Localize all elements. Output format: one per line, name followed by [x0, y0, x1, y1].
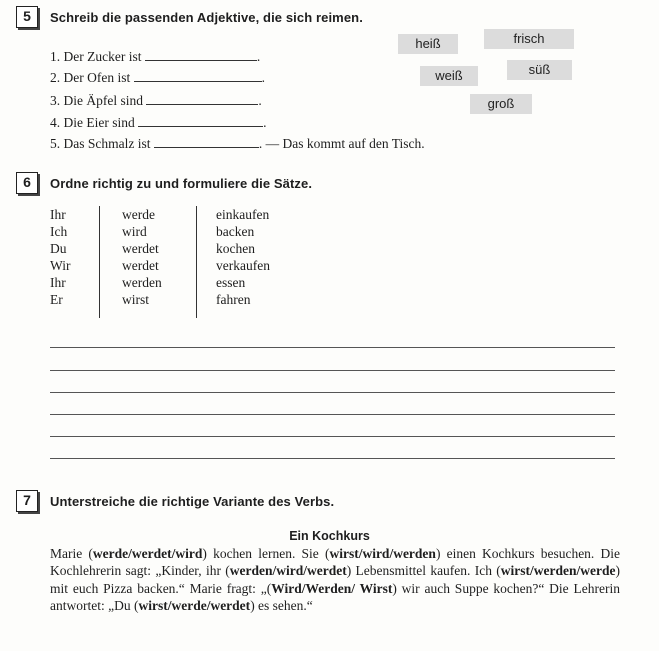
verb-form: werden: [122, 275, 162, 290]
ex5-item-1: [50, 49, 260, 65]
text-title: Ein Kochkurs: [289, 529, 370, 543]
verb-form: wirst: [122, 292, 149, 307]
ex5-item-3: [50, 93, 262, 109]
infinitive: kochen: [216, 241, 255, 256]
ex5-item-3-blank[interactable]: [146, 95, 258, 105]
column-divider-1: [99, 206, 100, 318]
word-chip-suess: süß: [507, 60, 572, 80]
answer-line[interactable]: [50, 414, 615, 415]
exercise-6-heading: Ordne richtig zu und formuliere die Sätze.: [50, 176, 313, 191]
ex5-item-3-text: 3. Die Äpfel sind: [50, 93, 143, 108]
exercise-7-heading: Unterstreiche die richtige Variante des Verbs.: [50, 494, 335, 509]
text-segment: Marie (: [50, 546, 93, 561]
ex5-item-2-text: 2. Der Ofen ist: [50, 70, 131, 85]
answer-line[interactable]: [50, 436, 615, 437]
ex5-item-4: [50, 115, 266, 131]
pronoun: Ich: [50, 224, 68, 239]
ex5-item-2-blank[interactable]: [134, 72, 262, 82]
text-segment: ) Lebensmittel kaufen. Ich (: [346, 563, 501, 579]
exercise-7-text: [50, 545, 620, 614]
exercise-5-number: 5: [16, 6, 38, 28]
ex5-item-4-end: .: [263, 115, 267, 130]
text-segment: ) es sehen.“: [250, 597, 313, 613]
verb-form: wird: [122, 224, 147, 239]
verb-choice-group[interactable]: Wird/Werden/ Wirst: [271, 580, 393, 596]
verb-form: werdet: [122, 258, 159, 273]
verb-choice-group[interactable]: werde/werdet/wird: [92, 546, 203, 561]
exercise-7-number: 7: [16, 490, 38, 512]
answer-line[interactable]: [50, 458, 615, 459]
verb-form: werdet: [122, 241, 159, 256]
ex5-item-5-blank[interactable]: [154, 138, 259, 148]
pronoun: Ihr: [50, 207, 66, 222]
answer-line[interactable]: [50, 370, 615, 371]
verb-form: werde: [122, 207, 155, 222]
pronoun: Er: [50, 292, 63, 307]
pronoun-column: [50, 206, 70, 308]
infinitive: essen: [216, 275, 246, 290]
ex5-item-3-end: .: [258, 93, 262, 108]
ex5-item-2-end: .: [261, 70, 265, 85]
text-segment: ) mit euch Pizza backen.“ Marie fragt: „(: [50, 563, 620, 596]
pronoun: Ihr: [50, 275, 66, 290]
ex5-item-4-blank[interactable]: [138, 117, 263, 127]
ex5-item-5-text: 5. Das Schmalz ist: [50, 136, 151, 151]
infinitive: fahren: [216, 292, 251, 307]
verb-choice-group[interactable]: wirst/wird/werden: [329, 546, 436, 561]
infinitive-column: [216, 206, 270, 308]
pronoun: Wir: [50, 258, 71, 273]
word-chip-heiss: heiß: [398, 34, 458, 54]
ex5-item-4-text: 4. Die Eier sind: [50, 115, 135, 130]
verb-choice-group[interactable]: werden/wird/werdet: [229, 563, 347, 579]
text-segment: ) kochen lernen. Sie (: [202, 546, 330, 561]
ex5-item-1-end: .: [256, 49, 261, 64]
ex5-item-5: [50, 136, 425, 152]
ex5-item-5-end: . — Das kommt auf den Tisch.: [258, 136, 425, 151]
word-chip-weiss: weiß: [420, 66, 478, 86]
verb-column: [122, 206, 162, 308]
exercise-6-number: 6: [16, 172, 38, 194]
word-chip-gross: groß: [470, 94, 532, 114]
infinitive: backen: [216, 224, 255, 239]
answer-line[interactable]: [50, 392, 615, 393]
exercise-5-heading: Schreib die passenden Adjektive, die sich reimen.: [50, 10, 363, 25]
infinitive: einkaufen: [216, 207, 270, 222]
text-segment: ) einen Kochkurs besuchen. Die Kochlehrerin sagt: „Kinder, ihr (: [50, 546, 620, 579]
word-chip-frisch: frisch: [484, 29, 574, 49]
ex5-item-1-text: 1. Der Zucker ist: [50, 49, 142, 64]
column-divider-2: [196, 206, 197, 318]
ex5-item-1-blank[interactable]: [145, 51, 257, 61]
verb-choice-group[interactable]: wirst/werden/werde: [500, 563, 616, 579]
pronoun: Du: [50, 241, 67, 256]
answer-line[interactable]: [50, 347, 615, 348]
verb-choice-group[interactable]: wirst/werde/werdet: [138, 597, 251, 613]
text-segment: ) wir auch Suppe kochen?“ Die Lehrerin antwortet: „Du (: [50, 580, 620, 613]
infinitive: verkaufen: [216, 258, 270, 273]
ex5-item-2: [50, 70, 265, 86]
